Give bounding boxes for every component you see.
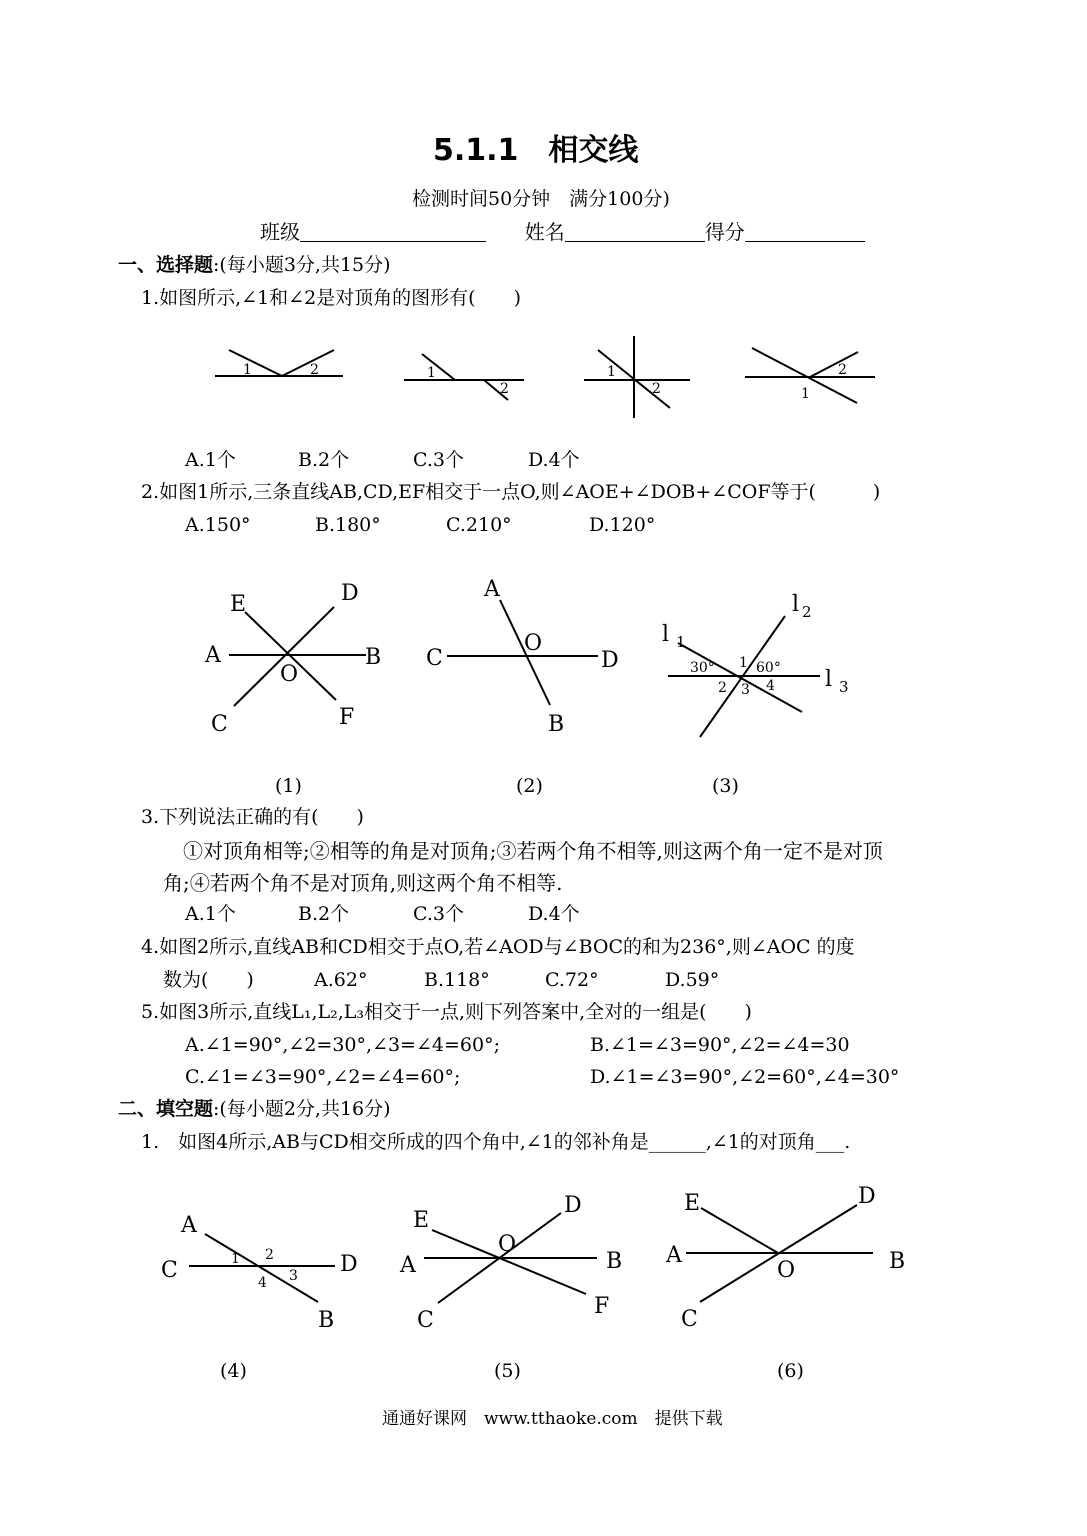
fig5-caption: (5) [494, 1360, 521, 1382]
fig3-angle-30: 30° [690, 660, 715, 676]
fig6-label-a: A [666, 1243, 682, 1268]
fig5-label-b: B [606, 1249, 623, 1274]
fig4-label-c: C [161, 1258, 178, 1283]
q2-option-b: B.180° [315, 514, 381, 536]
fig3-angle-60: 60° [756, 660, 781, 676]
fig6-caption: (6) [777, 1360, 804, 1382]
fig6-label-c: C [681, 1307, 698, 1332]
q1-option-d: D.4个 [528, 449, 580, 471]
fig3-sub-3: 3 [839, 678, 849, 696]
q4-line2: 数为( ) [163, 969, 254, 991]
fig6-label-o: O [777, 1258, 796, 1283]
fig3-label-l3: l [825, 667, 833, 692]
fig3-label-l2: l [792, 592, 800, 617]
q1-option-a: A.1个 [185, 449, 236, 471]
fig1-label-o: O [280, 662, 299, 687]
fig2-label-b: B [548, 712, 565, 737]
fig4-num-1: 1 [231, 1251, 240, 1267]
fig5-label-a: A [400, 1253, 416, 1278]
fig1-label-e: E [230, 592, 247, 617]
fig-a-label-2: 2 [310, 362, 319, 378]
q4-option-d: D.59° [665, 969, 720, 991]
time-note: 检测时间50分钟 满分100分) [412, 188, 670, 210]
fig6-label-b: B [889, 1249, 906, 1274]
q1-option-c: C.3个 [413, 449, 464, 471]
page-title: 5.1.1 相交线 [433, 133, 639, 168]
fig-c-label-2: 2 [652, 381, 661, 397]
fig3-caption: (3) [712, 775, 739, 797]
fig3-sub-2: 2 [802, 603, 812, 621]
fig-b-label-1: 1 [427, 365, 436, 381]
q2-text: 2.如图1所示,三条直线AB,CD,EF相交于一点O,则∠AOE+∠DOB+∠COF等于( ) [141, 481, 881, 503]
q3-option-c: C.3个 [413, 903, 464, 925]
fig4-num-2: 2 [265, 1247, 274, 1263]
q3-option-d: D.4个 [528, 903, 580, 925]
fig5-label-o: O [498, 1232, 517, 1257]
fig-d-label-1: 1 [801, 386, 810, 402]
q5-option-b: B.∠1=∠3=90°,∠2=∠4=30 [590, 1034, 850, 1056]
q5-option-d: D.∠1=∠3=90°,∠2=60°,∠4=30° [590, 1066, 900, 1088]
q4-option-c: C.72° [545, 969, 599, 991]
fig3-num-1: 1 [739, 655, 748, 671]
fig2-label-o: O [524, 631, 543, 656]
fig1-label-a: A [205, 643, 221, 668]
fig2-caption: (2) [516, 775, 543, 797]
q3-line1: ①对顶角相等;②相等的角是对顶角;③若两个角不相等,则这两个角一定不是对顶 [183, 839, 883, 863]
fig2-label-a: A [484, 577, 500, 602]
q3-text: 3.下列说法正确的有( ) [141, 806, 364, 828]
fig1-label-c: C [211, 712, 228, 737]
q4-option-b: B.118° [424, 969, 490, 991]
q2-option-c: C.210° [446, 514, 512, 536]
section1-note: :(每小题3分,共15分) [213, 254, 391, 276]
fig3-num-4: 4 [766, 678, 775, 694]
fig-d-label-2: 2 [838, 362, 847, 378]
fig5-label-f: F [594, 1294, 610, 1319]
fig6-label-e: E [684, 1191, 701, 1216]
q1-option-b: B.2个 [298, 449, 350, 471]
section1-heading: 一、选择题 [118, 254, 214, 276]
q4-option-a: A.62° [314, 969, 368, 991]
q5-text: 5.如图3所示,直线L₁,L₂,L₃相交于一点,则下列答案中,全对的一组是( ) [141, 1001, 752, 1023]
q4-line1: 4.如图2所示,直线AB和CD相交于点O,若∠AOD与∠BOC的和为236°,则∠AOC 的度 [141, 936, 855, 958]
fig1-label-b: B [365, 645, 382, 670]
footer-text: 通通好课网 www.tthaoke.com 提供下载 [382, 1409, 723, 1429]
fig6-label-d: D [858, 1184, 876, 1209]
s2-q1-text: 1. 如图4所示,AB与CD相交所成的四个角中,∠1的邻补角是______,∠1的对顶角___. [141, 1131, 851, 1153]
fig4-num-3: 3 [289, 1268, 298, 1284]
fig1-caption: (1) [275, 775, 302, 797]
fig5-label-e: E [413, 1208, 430, 1233]
fig2-label-c: C [426, 646, 443, 671]
fig4-num-4: 4 [258, 1275, 267, 1291]
fig5-label-d: D [564, 1193, 582, 1218]
q5-option-a: A.∠1=90°,∠2=30°,∠3=∠4=60°; [185, 1034, 500, 1056]
fig2-label-d: D [601, 648, 619, 673]
fig3-sub-1: 1 [676, 633, 686, 651]
section2-heading: 二、填空题 [118, 1098, 214, 1120]
class-label: 班级 [260, 220, 300, 244]
fig5-label-c: C [417, 1308, 434, 1333]
q3-option-a: A.1个 [185, 903, 236, 925]
fig4-label-b: B [318, 1308, 335, 1333]
fig4-label-a: A [181, 1213, 197, 1238]
fig-a-label-1: 1 [243, 362, 252, 378]
fig3-num-3: 3 [741, 682, 750, 698]
fig4-label-d: D [340, 1252, 358, 1277]
score-label: 得分 [704, 220, 745, 244]
section2-note: :(每小题2分,共16分) [213, 1098, 391, 1120]
fig4-caption: (4) [220, 1360, 247, 1382]
fig3-label-l1: l [662, 622, 670, 647]
q2-option-a: A.150° [185, 514, 251, 536]
name-label: 姓名 [524, 220, 565, 244]
fig1-label-f: F [339, 705, 355, 730]
fig-c-label-1: 1 [607, 364, 616, 380]
q2-option-d: D.120° [589, 514, 656, 536]
fig1-label-d: D [341, 581, 359, 606]
q5-option-c: C.∠1=∠3=90°,∠2=∠4=60°; [185, 1066, 461, 1088]
q3-line2: 角;④若两个角不是对顶角,则这两个角不相等. [163, 871, 563, 895]
fig3-num-2: 2 [718, 680, 727, 696]
q3-option-b: B.2个 [298, 903, 350, 925]
q1-text: 1.如图所示,∠1和∠2是对顶角的图形有( ) [141, 287, 522, 309]
fig-b-label-2: 2 [500, 381, 509, 397]
